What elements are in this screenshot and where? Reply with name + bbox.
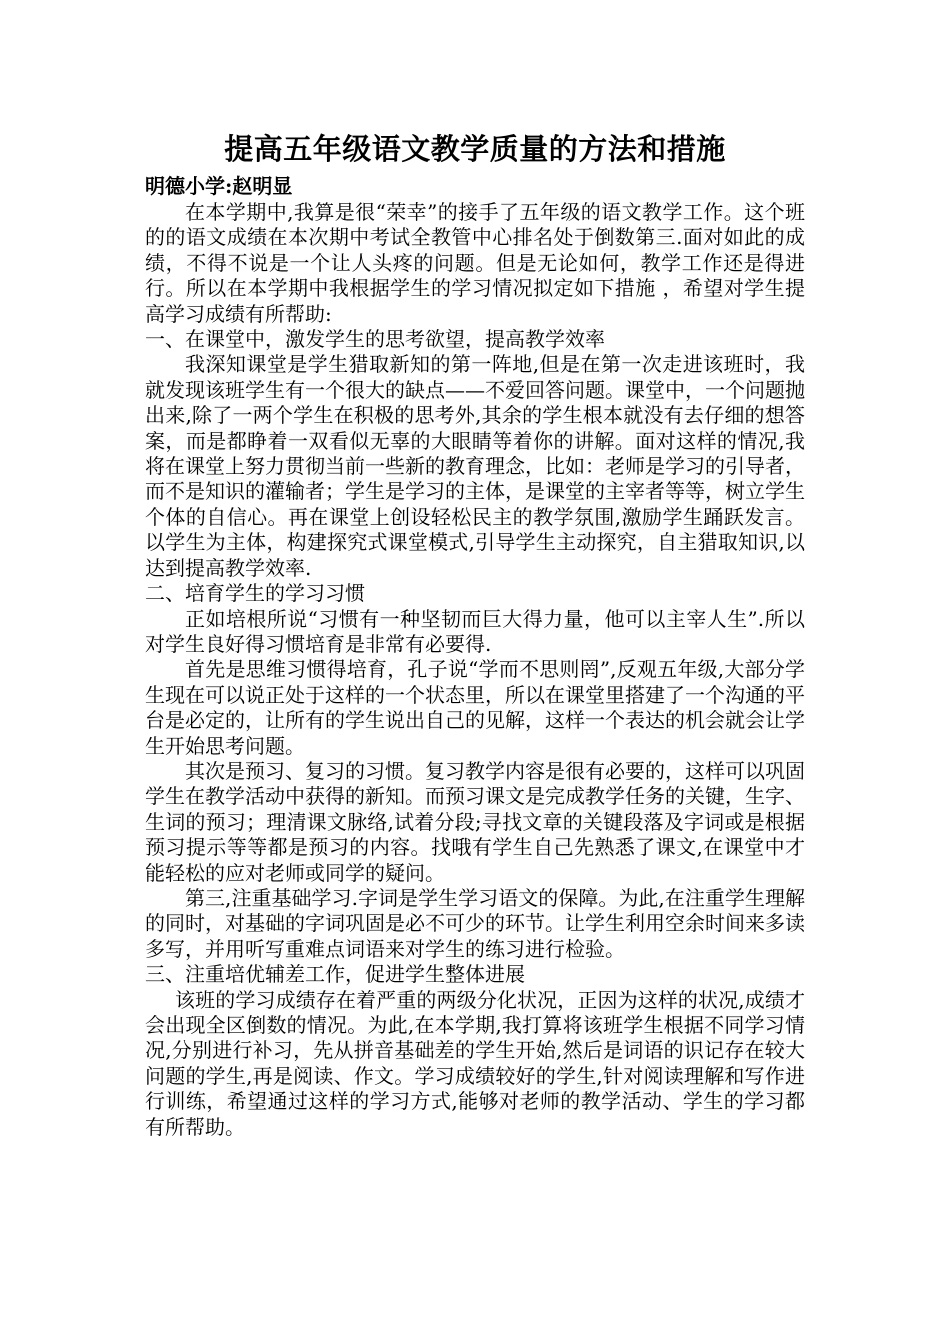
document-body — [145, 128, 805, 1140]
section-1-heading: 一、在课堂中，激发学生的思考欲望，提高教学效率 — [145, 327, 605, 352]
section-2-heading: 二、培育学生的学习习惯 — [145, 581, 365, 606]
section-2-paragraph-3: 其次是预习、复习的习惯。复习教学内容是很有必要的，这样可以巩固学生在教学活动中获得的新知。而预习课文是完成教学任务的关键，生字、生词的预习；理清课文脉络,试着分段;寻找文章的关键段落及字词或是根据预习提示等等都是预习的内容。找哦有学生自己先熟悉了课文,在课堂中才能轻松的应对老师或同学的疑问。 — [145, 758, 805, 885]
section-3-heading: 三、注重培优辅差工作，促进学生整体进展 — [145, 962, 525, 987]
section-2-paragraph-2: 首先是思维习惯得培育，孔子说“学而不思则罔”,反观五年级,大部分学生现在可以说正处于这样的一个状态里，所以在课堂里搭建了一个沟通的平台是必定的，让所有的学生说出自己的见解，这样一个表达的机会就会让学生开始思考问题。 — [145, 657, 805, 758]
intro-paragraph: 在本学期中,我算是很“荣幸”的接手了五年级的语文教学工作。这个班的的语文成绩在本次期中考试全教管中心排名处于倒数第三.面对如此的成绩，不得不说是一个让人头疼的问题。但是无论如何，教学工作还是得进行。所以在本学期中我根据学生的学习情况拟定如下措施 ，希望对学生提高学习成绩有所帮助: — [145, 200, 805, 326]
section-3-paragraph: 该班的学习成绩存在着严重的两级分化状况，正因为这样的状况,成绩才会出现全区倒数的情况。为此,在本学期,我打算将该班学生根据不同学习情况,分别进行补习，先从拼音基础差的学生开始,然后是词语的识记存在较大问题的学生,再是阅读、作文。学习成绩较好的学生,针对阅读理解和写作进行训练，希望通过这样的学习方式,能够对老师的教学活动、学生的学习都有所帮助。 — [145, 987, 805, 1139]
section-1-paragraph: 我深知课堂是学生猎取新知的第一阵地,但是在第一次走进该班时，我就发现该班学生有一个很大的缺点——不爱回答问题。课堂中，一个问题抛出来,除了一两个学生在积极的思考外,其余的学生根本就没有去仔细的想答案，而是都睁着一双看似无辜的大眼睛等着你的讲解。面对这样的情况,我将在课堂上努力贯彻当前一些新的教育理念，比如：老师是学习的引导者，而不是知识的灌输者；学生是学习的主体，是课堂的主宰者等等，树立学生个体的自信心。再在课堂上创设轻松民主的教学氛围,激励学生踊跃发言。以学生为主体，构建探究式课堂模式,引导学生主动探究，自主猎取知识,以达到提高教学效率. — [145, 352, 805, 580]
section-2-paragraph-1: 正如培根所说“习惯有一种坚韧而巨大得力量，他可以主宰人生”.所以对学生良好得习惯培育是非常有必要得. — [145, 606, 805, 656]
author-line: 明德小学:赵明显 — [145, 174, 293, 198]
document-title: 提高五年级语文教学质量的方法和措施 — [224, 132, 726, 166]
section-2-paragraph-4: 第三,注重基础学习.字词是学生学习语文的保障。为此,在注重学生理解的同时，对基础的字词巩固是必不可少的环节。让学生利用空余时间来多读多写，并用听写重难点词语来对学生的练习进行检验。 — [145, 885, 805, 961]
